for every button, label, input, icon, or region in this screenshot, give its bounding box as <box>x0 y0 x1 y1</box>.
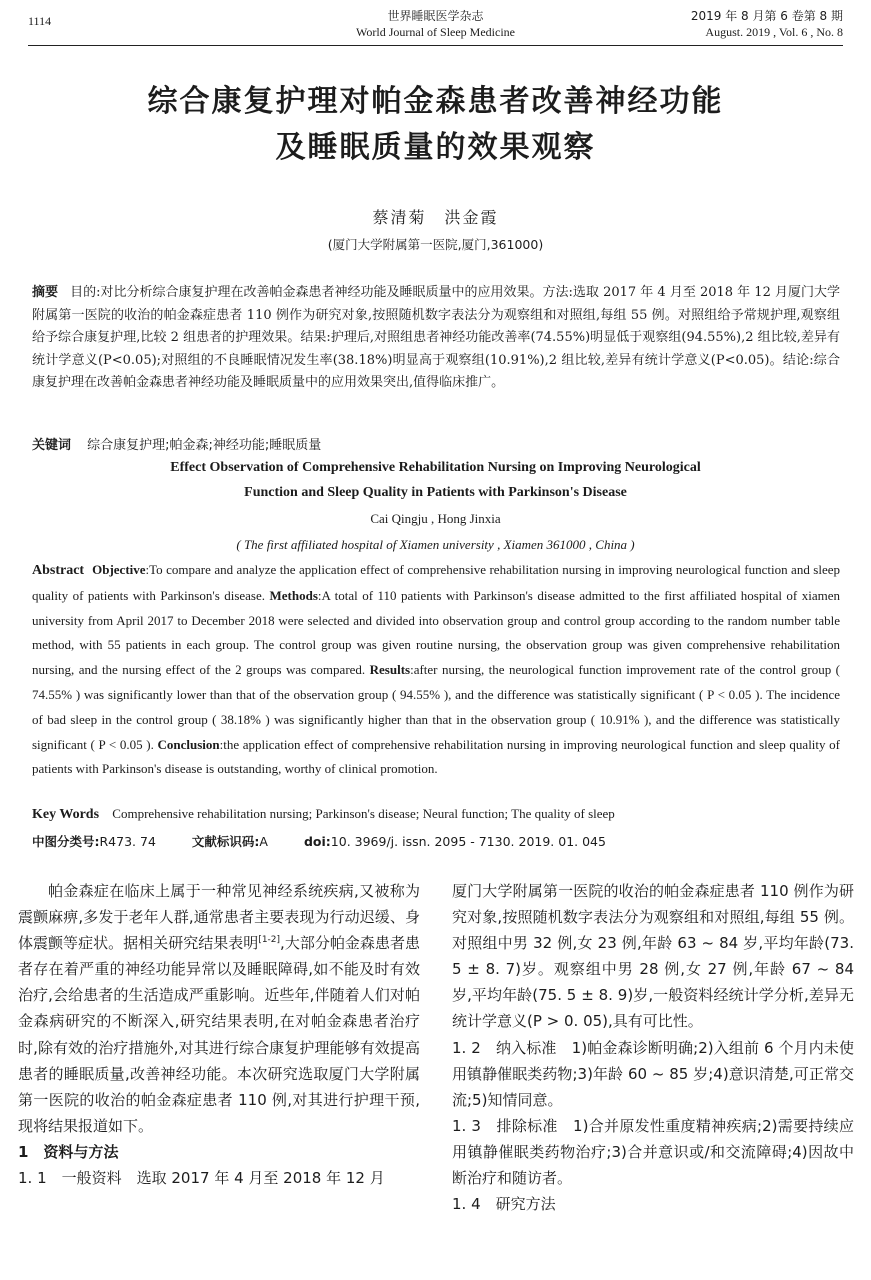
doi-value: 10. 3969/j. issn. 2095 - 7130. 2019. 01. 045 <box>330 834 606 849</box>
section-heading-materials-methods: 1 资料与方法 <box>18 1142 119 1161</box>
affiliation-cn: (厦门大学附属第一医院,厦门,361000) <box>327 237 544 252</box>
results-text: :after nursing, the neurological function improvement rate of the control group ( 74.55% ) was significantly lower than that of the observation group ( 94.55% ), and the difference was statistically significant ( P < 0.05 ). The incidence of bad sleep in the control group ( 38.18% ) was significantly higher than that in the observation group ( 10.91% ), and the difference was statistically significant ( P < 0.05 ). <box>32 662 840 752</box>
body-column-left <box>18 878 420 1191</box>
title-en-line-2: Function and Sleep Quality in Patients with Parkinson's Disease <box>244 485 627 500</box>
objective-text: :To compare and analyze the application effect of comprehensive rehabilitation nursing in improving neurological function and sleep quality of patients with Parkinson's disease. <box>32 562 840 603</box>
abstract-en-label: Abstract <box>32 563 85 578</box>
abstract-cn-text: 目的:对比分析综合康复护理在改善帕金森患者神经功能及睡眠质量中的应用效果。方法:选取 2017 年 4 月至 2018 年 12 月厦门大学附属第一医院的收治的帕金森症患者 110 例作为研究对象,按照随机数字表法分为观察组和对照组,每组 55 例。对照组给予常规护理,观察组给予综合康复护理,比较 2 组患者的护理效果。结果:护理后,对照组患者神经功能改善率(74.55%)明显低于观察组(94.55%),2 组比较,差异有统计学意义(P<0.05);对照组的不良睡眠情况发生率(38.18%)明显高于观察组(10.91%),2 组比较,差异有统计学意义(P<0.05)。结论:综合康复护理在改善帕金森患者神经功能及睡眠质量中的应用效果突出,值得临床推广。 <box>32 285 840 390</box>
classification-line <box>32 832 840 850</box>
results-label: Results <box>369 662 411 678</box>
doc-code-value: A <box>259 834 268 849</box>
section-1-3-exclusion-criteria: 1. 3 排除标准 1)合并原发性重度精神疾病;2)需要持续应用镇静催眠类药物治疗;3)合并意识或/和交流障碍;4)因故中断治疗和随访者。 <box>452 1116 854 1188</box>
title-en-line-1: Effect Observation of Comprehensive Rehabilitation Nursing on Improving Neurological <box>170 460 701 475</box>
conclusion-text: :the application effect of comprehensive rehabilitation nursing in improving neurological function and sleep quality of patients with Parkinson's disease is outstanding, worthy of clinical promotion. <box>32 736 840 777</box>
keywords-cn <box>32 434 840 453</box>
body-column-right <box>452 878 854 1217</box>
keywords-cn-text: 综合康复护理;帕金森;神经功能;睡眠质量 <box>87 438 322 453</box>
title-cn-line-2: 及睡眠质量的效果观察 <box>275 130 596 165</box>
intro-text-part-2: ,大部分帕金森患者患者存在着严重的神经功能异常以及睡眠障碍,如不能及时有效治疗,会给患者的生活造成严重影响。近些年,伴随着人们对帕金森病研究的不断深入,研究结果表明,在对帕金森患者治疗时,除有效的治疗措施外,对其进行综合康复护理能够有效提高患者的睡眠质量,改善神经功能。本次研究选取厦门大学附属第一医院的收治的帕金森症患者 110 例,对其进行护理干预,现将结果报道如下。 <box>18 934 420 1135</box>
citation-ref: [1-2] <box>258 935 281 946</box>
abstract-en <box>32 558 840 782</box>
doi-label: doi: <box>303 834 331 849</box>
journal-name-en: World Journal of Sleep Medicine <box>356 25 515 39</box>
section-1-2-inclusion-criteria: 1. 2 纳入标准 1)帕金森诊断明确;2)入组前 6 个月内未使用镇静催眠类药物;3)年龄 60 ~ 85 岁;4)意识清楚,可正常交流;5)知情同意。 <box>452 1038 854 1109</box>
conclusion-label: Conclusion <box>157 736 220 752</box>
keywords-en-text: Comprehensive rehabilitation nursing; Parkinson's disease; Neural function; The quality of sleep <box>112 806 615 821</box>
intro-paragraph <box>18 878 420 1139</box>
authors-cn: 蔡清菊 洪金霞 <box>372 208 499 227</box>
header-rule <box>28 45 843 46</box>
methods-text: :A total of 110 patients with Parkinson's disease admitted to the first affiliated hospital of xiamen university from April 2017 to December 2018 were selected and divided into observation group and control group according to the random number table method, with 55 patients in each group. The control group was given routine nursing, the observation group was given comprehensive rehabilitation nursing, and the nursing effect of the 2 groups was compared. <box>32 587 840 678</box>
journal-name-cn: 世界睡眠医学杂志 <box>387 9 484 23</box>
general-data-continued: 厦门大学附属第一医院的收治的帕金森症患者 110 例作为研究对象,按照随机数字表法分为观察组和对照组,每组 55 例。对照组中男 32 例,女 23 例,年龄 63 ~ 84 岁,平均年龄(73. 5 ± 8. 7)岁。观察组中男 28 例,女 27 例,年龄 67 ~ 84 岁,平均年龄(75. 5 ± 8. 9)岁,一般资料经统计学分析,差异无统计学意义(P > 0. 05),具有可比性。 <box>452 882 854 1031</box>
title-cn-line-1: 综合康复护理对帕金森患者改善神经功能 <box>147 84 724 119</box>
clc-label: 中图分类号: <box>32 834 100 849</box>
abstract-cn <box>32 282 840 395</box>
affiliation-en: ( The first affiliated hospital of Xiamen university , Xiamen 361000 , China ) <box>236 537 635 552</box>
authors-en: Cai Qingju , Hong Jinxia <box>370 511 501 526</box>
section-1-1-general-data: 1. 1 一般资料 选取 2017 年 4 月至 2018 年 12 月 <box>18 1169 385 1188</box>
objective-label: Objective <box>92 562 146 577</box>
keywords-en <box>32 806 840 823</box>
keywords-en-label: Key Words <box>32 807 100 822</box>
doc-code-label: 文献标识码: <box>191 834 260 849</box>
section-1-4-research-methods: 1. 4 研究方法 <box>452 1195 556 1214</box>
intro-text-part-1: 帕金森症在临床上属于一种常见神经系统疾病,又被称为震颤麻痹,多发于老年人群,通常患者主要表现为行动迟缓、身体震颤等症状。据相关研究结果表明 <box>18 882 420 953</box>
keywords-cn-label: 关键词 <box>32 438 72 453</box>
running-header <box>0 0 871 50</box>
issue-date-cn: 2019 年 8 月第 6 卷第 8 期 <box>690 9 843 23</box>
page-number: 1114 <box>28 14 52 28</box>
issue-date-en: August. 2019 , Vol. 6 , No. 8 <box>705 25 843 39</box>
clc-value: R473. 74 <box>99 834 156 849</box>
methods-label: Methods <box>269 587 318 603</box>
abstract-cn-label: 摘要 <box>32 285 59 300</box>
